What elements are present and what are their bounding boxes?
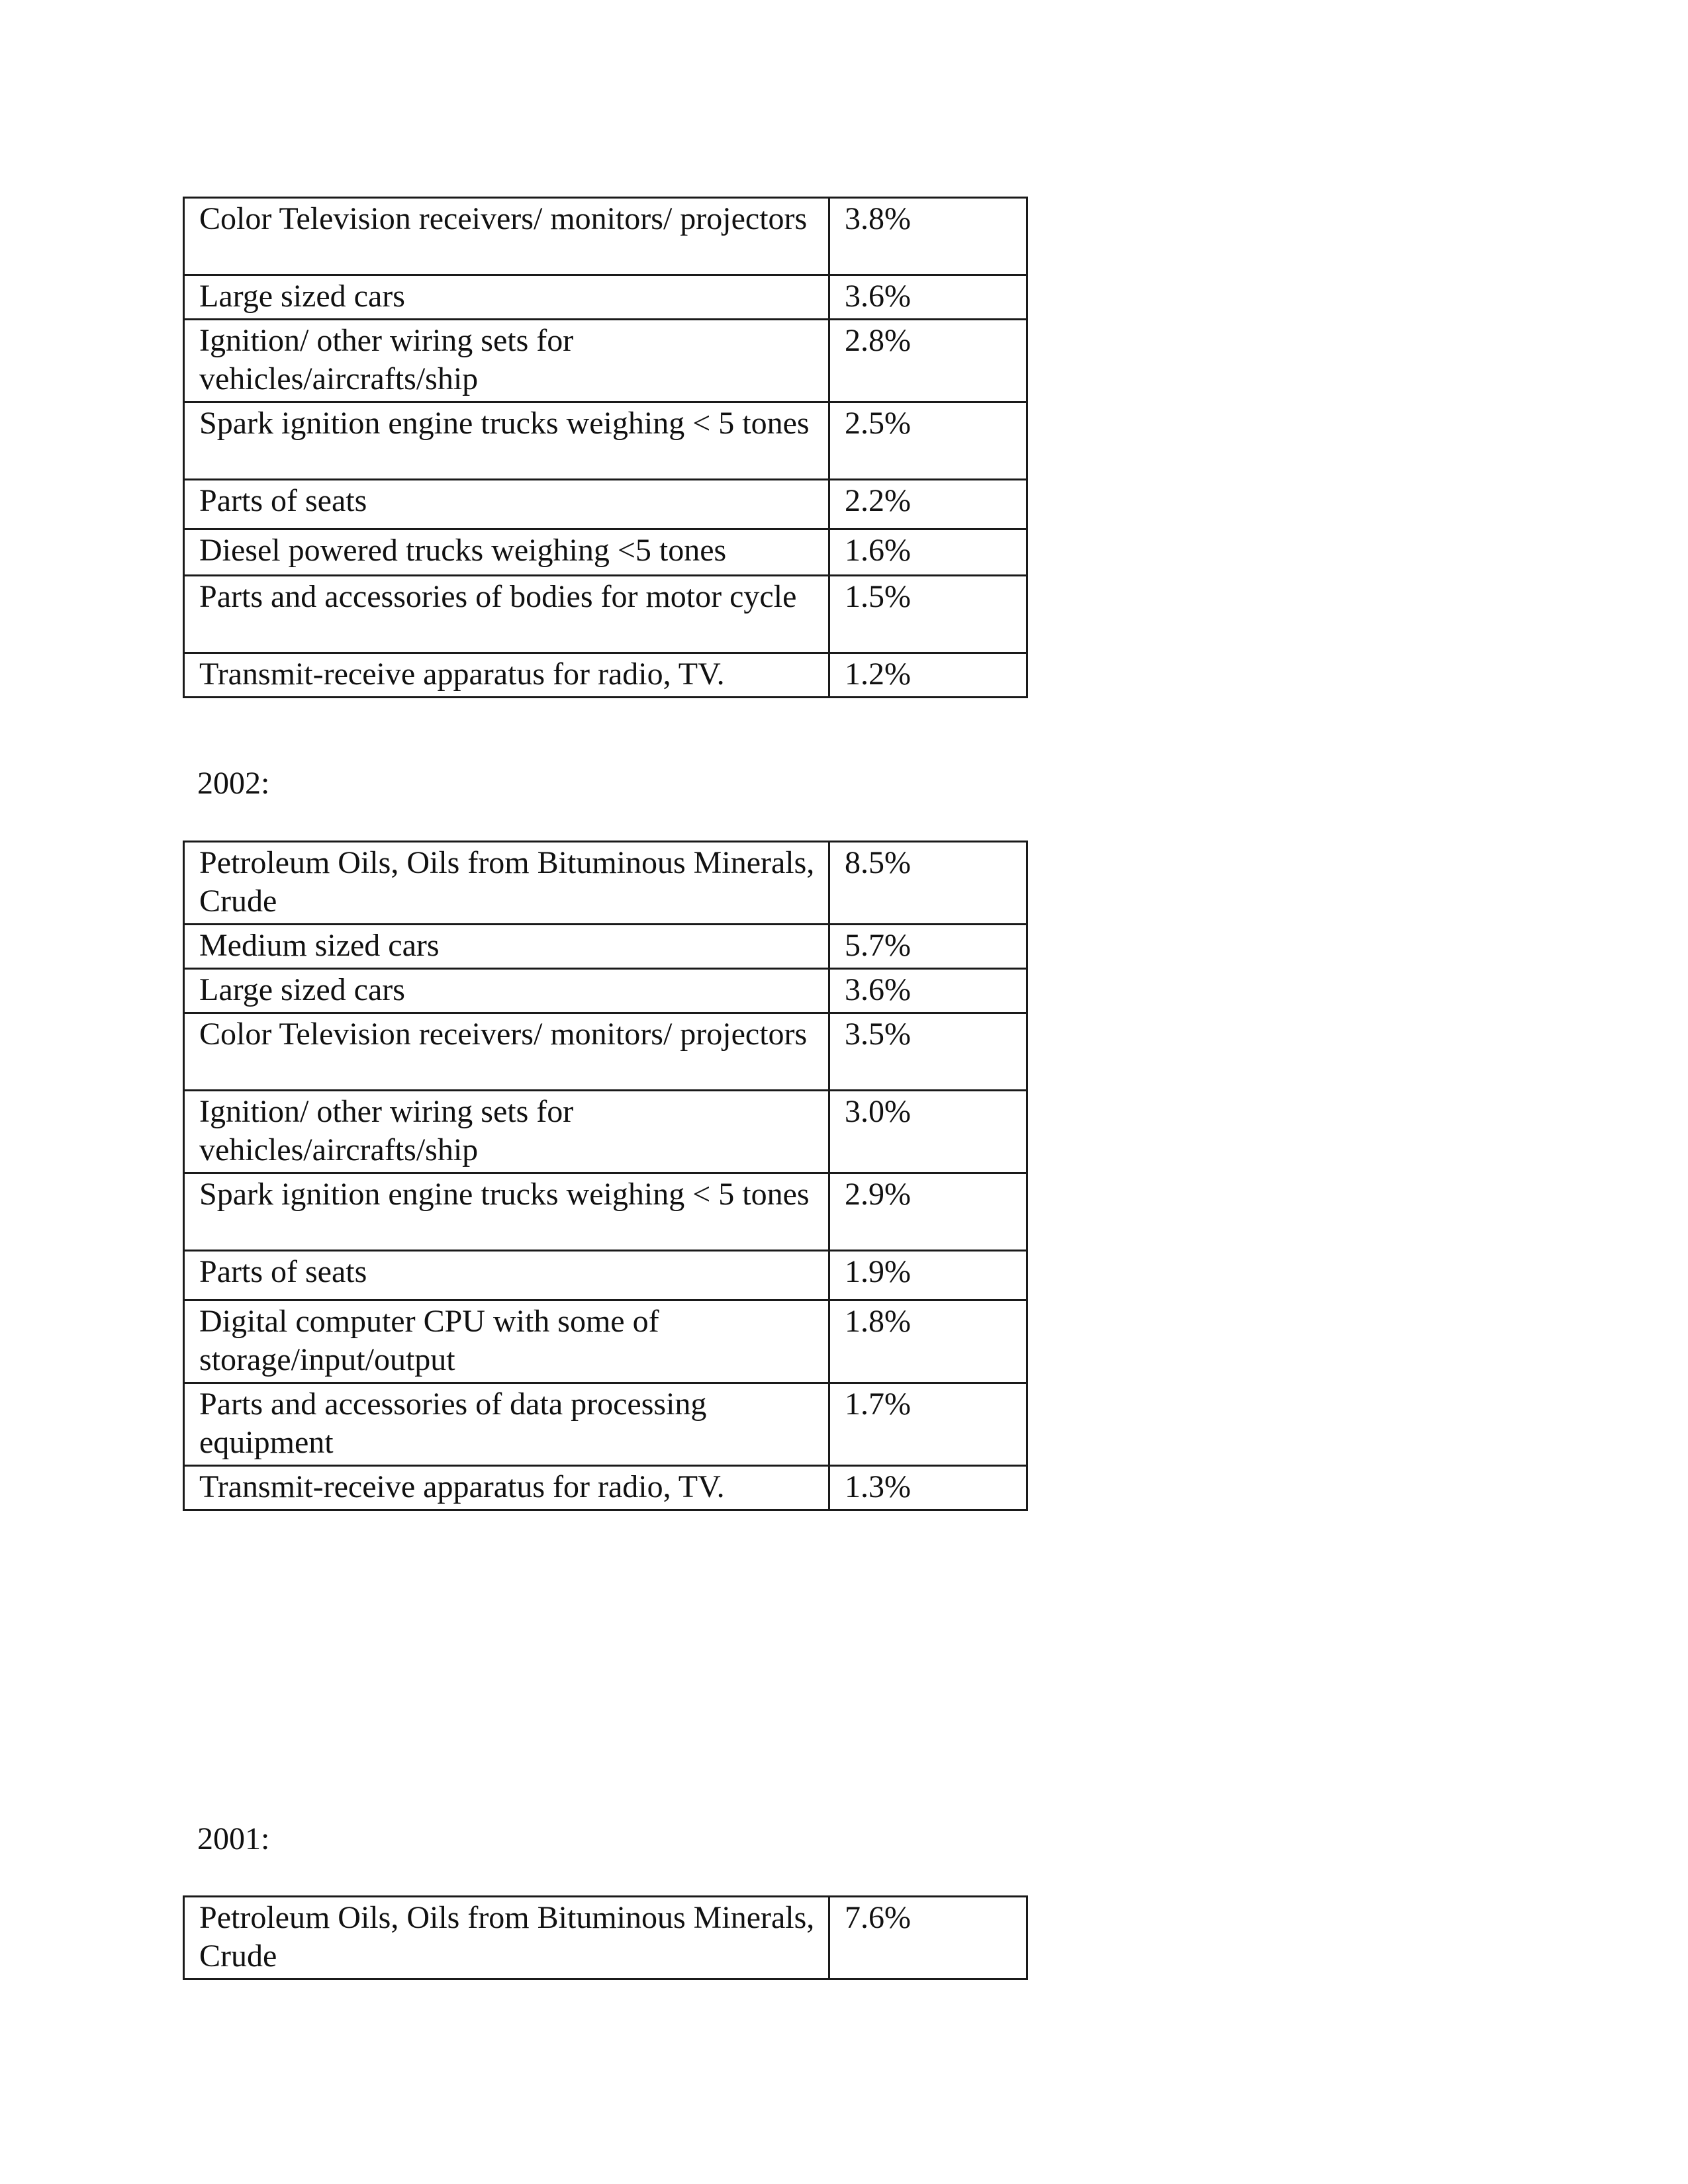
table-row	[184, 1091, 1027, 1173]
table-row	[184, 529, 1027, 576]
item-cell: Ignition/ other wiring sets for vehicles/aircrafts/ship	[184, 1091, 829, 1173]
share-cell: 1.9%	[829, 1251, 1027, 1300]
table-row	[184, 653, 1027, 698]
import-share-table-continued	[183, 197, 1028, 698]
year-heading-2002: 2002:	[197, 766, 270, 801]
table-row	[184, 1173, 1027, 1251]
item-cell: Petroleum Oils, Oils from Bituminous Minerals, Crude	[184, 1897, 829, 1979]
share-cell: 2.8%	[829, 320, 1027, 402]
table-row	[184, 402, 1027, 480]
table-row	[184, 1897, 1027, 1979]
table-row	[184, 969, 1027, 1013]
table-row	[184, 842, 1027, 925]
item-cell: Transmit-receive apparatus for radio, TV.	[184, 653, 829, 698]
table-row	[184, 925, 1027, 969]
table-row	[184, 275, 1027, 320]
share-cell: 1.5%	[829, 576, 1027, 653]
table-row	[184, 198, 1027, 275]
item-cell: Ignition/ other wiring sets for vehicles/aircrafts/ship	[184, 320, 829, 402]
item-cell: Large sized cars	[184, 969, 829, 1013]
item-cell: Parts of seats	[184, 480, 829, 529]
item-cell: Medium sized cars	[184, 925, 829, 969]
table-row	[184, 1466, 1027, 1510]
share-cell: 3.5%	[829, 1013, 1027, 1091]
share-cell: 2.2%	[829, 480, 1027, 529]
share-cell: 1.7%	[829, 1383, 1027, 1466]
share-cell: 1.2%	[829, 653, 1027, 698]
item-cell: Parts and accessories of data processing equipment	[184, 1383, 829, 1466]
share-cell: 8.5%	[829, 842, 1027, 925]
item-cell: Large sized cars	[184, 275, 829, 320]
share-cell: 1.3%	[829, 1466, 1027, 1510]
table-row	[184, 1383, 1027, 1466]
table-row	[184, 1300, 1027, 1383]
share-cell: 3.0%	[829, 1091, 1027, 1173]
year-heading-2001: 2001:	[197, 1821, 270, 1856]
item-cell: Parts of seats	[184, 1251, 829, 1300]
item-cell: Color Television receivers/ monitors/ projectors	[184, 1013, 829, 1091]
item-cell: Parts and accessories of bodies for motor cycle	[184, 576, 829, 653]
item-cell: Petroleum Oils, Oils from Bituminous Minerals, Crude	[184, 842, 829, 925]
table-row	[184, 320, 1027, 402]
share-cell: 7.6%	[829, 1897, 1027, 1979]
item-cell: Diesel powered trucks weighing <5 tones	[184, 529, 829, 576]
import-share-table-2001	[183, 1895, 1028, 1980]
share-cell: 2.5%	[829, 402, 1027, 480]
share-cell: 1.8%	[829, 1300, 1027, 1383]
share-cell: 3.6%	[829, 969, 1027, 1013]
table-row	[184, 1251, 1027, 1300]
item-cell: Transmit-receive apparatus for radio, TV.	[184, 1466, 829, 1510]
share-cell: 3.8%	[829, 198, 1027, 275]
share-cell: 5.7%	[829, 925, 1027, 969]
table-row	[184, 480, 1027, 529]
share-cell: 1.6%	[829, 529, 1027, 576]
table-row	[184, 1013, 1027, 1091]
import-share-table-2002	[183, 841, 1028, 1511]
item-cell: Spark ignition engine trucks weighing < 5 tones	[184, 1173, 829, 1251]
item-cell: Spark ignition engine trucks weighing < 5 tones	[184, 402, 829, 480]
item-cell: Color Television receivers/ monitors/ projectors	[184, 198, 829, 275]
share-cell: 3.6%	[829, 275, 1027, 320]
table-row	[184, 576, 1027, 653]
share-cell: 2.9%	[829, 1173, 1027, 1251]
item-cell: Digital computer CPU with some of storage/input/output	[184, 1300, 829, 1383]
